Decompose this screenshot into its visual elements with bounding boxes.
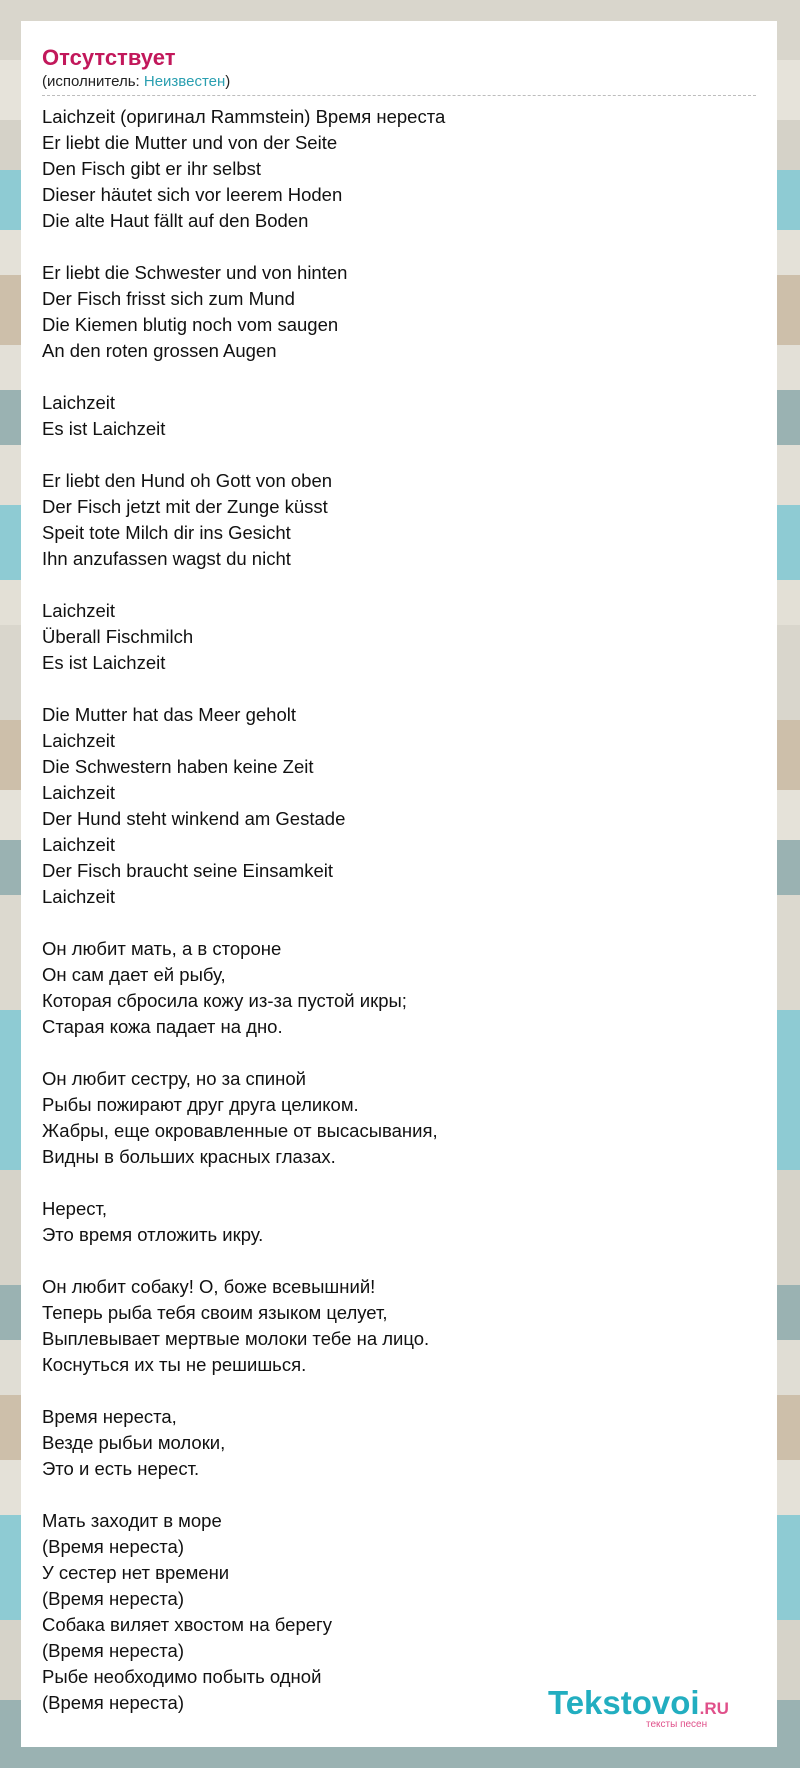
- lyric-line: Der Fisch frisst sich zum Mund: [42, 288, 295, 309]
- lyric-line: Den Fisch gibt er ihr selbst: [42, 158, 262, 179]
- stanza-gap: [42, 572, 756, 598]
- lyric-line: Старая кожа падает на дно.: [42, 1016, 283, 1037]
- stanza-gap: [42, 910, 756, 936]
- lyric-line: Laichzeit: [42, 782, 116, 803]
- song-title: Отсутствует: [42, 45, 176, 70]
- lyric-line: (Время нереста): [42, 1692, 185, 1713]
- lyric-line: Везде рыбьи молоки,: [42, 1432, 226, 1453]
- lyric-line: (Время нереста): [42, 1640, 185, 1661]
- lyric-line: Die alte Haut fällt auf den Boden: [42, 210, 309, 231]
- stanza-gap: [42, 1378, 756, 1404]
- lyric-line: Жабры, еще окровавленные от высасывания,: [42, 1120, 438, 1141]
- lyric-line: Die Schwestern haben keine Zeit: [42, 756, 314, 777]
- lyric-line: (Время нереста): [42, 1588, 185, 1609]
- lyric-line: Laichzeit: [42, 834, 116, 855]
- lyric-line: У сестер нет времени: [42, 1562, 230, 1583]
- lyric-line: Dieser häutet sich vor leerem Hoden: [42, 184, 343, 205]
- stanza-gap: [42, 1170, 756, 1196]
- lyric-line: Это время отложить икру.: [42, 1224, 264, 1245]
- lyric-line: Видны в больших красных глазах.: [42, 1146, 336, 1167]
- lyric-line: Он любит мать, а в стороне: [42, 938, 282, 959]
- lyric-line: Ihn anzufassen wagst du nicht: [42, 548, 291, 569]
- lyric-line: Laichzeit: [42, 730, 116, 751]
- lyric-line: Рыбе необходимо побыть одной: [42, 1666, 322, 1687]
- lyric-line: Теперь рыба тебя своим языком целует,: [42, 1302, 388, 1323]
- lyric-line: Время нереста,: [42, 1406, 177, 1427]
- lyric-line: Он любит собаку! О, боже всевышний!: [42, 1276, 376, 1297]
- lyric-line: Die Kiemen blutig noch vom saugen: [42, 314, 339, 335]
- lyric-line: Der Hund steht winkend am Gestade: [42, 808, 346, 829]
- lyric-line: Которая сбросила кожу из-за пустой икры;: [42, 990, 407, 1011]
- stanza-gap: [42, 676, 756, 702]
- lyric-line: (Время нереста): [42, 1536, 185, 1557]
- lyric-line: Laichzeit: [42, 600, 116, 621]
- lyric-line: Коснуться их ты не решишься.: [42, 1354, 307, 1375]
- lyric-line: Es ist Laichzeit: [42, 652, 166, 673]
- performer-line: [42, 72, 756, 96]
- lyrics-text: [42, 104, 756, 1716]
- performer-prefix: (исполнитель:: [42, 73, 144, 90]
- site-logo[interactable]: [548, 1683, 748, 1730]
- lyric-line: Es ist Laichzeit: [42, 418, 166, 439]
- lyric-line: Выплевывает мертвые молоки тебе на лицо.: [42, 1328, 430, 1349]
- lyric-line: Он любит сестру, но за спиной: [42, 1068, 306, 1089]
- lyric-line: Нерест,: [42, 1198, 108, 1219]
- stanza-gap: [42, 364, 756, 390]
- lyric-line: Er liebt die Schwester und von hinten: [42, 262, 348, 283]
- stanza-gap: [42, 1040, 756, 1066]
- lyric-line: Собака виляет хвостом на берегу: [42, 1614, 333, 1635]
- lyric-line: Er liebt die Mutter und von der Seite: [42, 132, 338, 153]
- lyric-line: Laichzeit: [42, 886, 116, 907]
- lyric-line: Speit tote Milch dir ins Gesicht: [42, 522, 291, 543]
- lyric-line: Die Mutter hat das Meer geholt: [42, 704, 296, 725]
- lyric-line: Мать заходит в море: [42, 1510, 222, 1531]
- lyrics-card: [21, 21, 777, 1747]
- lyric-line: Laichzeit (оригинал Rammstein) Время нереста: [42, 106, 446, 127]
- lyric-line: Он сам дает ей рыбу,: [42, 964, 226, 985]
- logo-name: Tekstovoi: [548, 1684, 700, 1721]
- lyric-line: An den roten grossen Augen: [42, 340, 277, 361]
- performer-suffix: ): [225, 73, 231, 90]
- logo-tagline: тексты песен: [646, 1719, 708, 1730]
- stanza-gap: [42, 234, 756, 260]
- lyric-line: Laichzeit: [42, 392, 116, 413]
- lyric-line: Der Fisch braucht seine Einsamkeit: [42, 860, 333, 881]
- lyric-line: Überall Fischmilch: [42, 626, 194, 647]
- lyric-line: Der Fisch jetzt mit der Zunge küsst: [42, 496, 328, 517]
- lyric-line: Рыбы пожирают друг друга целиком.: [42, 1094, 359, 1115]
- logo-tld: .RU: [699, 1699, 729, 1718]
- lyric-line: Er liebt den Hund oh Gott von oben: [42, 470, 333, 491]
- stanza-gap: [42, 442, 756, 468]
- stanza-gap: [42, 1248, 756, 1274]
- lyric-line: Это и есть нерест.: [42, 1458, 200, 1479]
- stanza-gap: [42, 1482, 756, 1508]
- performer-link[interactable]: Неизвестен: [143, 73, 226, 90]
